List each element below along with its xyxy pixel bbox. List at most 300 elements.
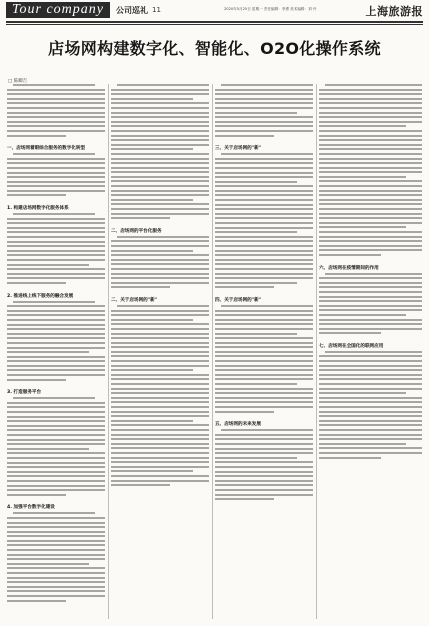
body-text-line [215,378,313,380]
body-text-line [7,245,105,247]
body-text-line [319,199,422,201]
body-text-line [7,273,105,275]
body-text-line [319,102,422,104]
body-text-line [111,346,209,348]
body-text-line [215,471,313,473]
body-text-line [111,383,209,385]
body-text-line [7,130,105,132]
body-text-line [111,263,209,265]
body-text-line [215,236,313,238]
body-text-line [319,420,422,422]
body-text-line [319,121,422,123]
body-text-line [111,360,209,362]
body-text-line [215,277,313,279]
body-text-line [111,337,209,339]
body-text-line [319,213,422,215]
body-text-line [215,484,313,486]
body-text-line [215,125,313,127]
body-text-line [319,194,422,196]
body-text-line [7,567,105,569]
body-text-line [111,89,209,91]
body-text-line [7,369,105,371]
body-text-line [7,489,105,491]
body-text-line [7,452,105,454]
body-text-line [7,181,105,183]
text-column-4 [319,84,422,619]
body-text-line [215,323,313,325]
body-text-line [117,305,209,307]
body-text-line [215,397,313,399]
body-text-line [319,185,422,187]
body-text-line [325,84,422,86]
body-text-line [215,158,313,160]
body-text-line [319,116,422,118]
body-text-line [7,158,105,160]
body-text-line [7,254,105,256]
body-text-line [7,535,105,537]
body-text-line [319,314,406,316]
body-text-line [7,319,105,321]
body-text-line [7,443,105,445]
body-text-line [215,282,297,284]
body-text-line [111,259,209,261]
header-rule-thin [6,24,423,25]
section-subheading: 1. 构建店场网数字化服务体系 [7,206,69,212]
body-text-line [215,185,313,187]
body-text-line [111,121,209,123]
body-text-line [215,172,313,174]
body-text-line [7,434,105,436]
body-text-line [7,526,105,528]
body-text-line [319,424,422,426]
body-text-line [319,203,422,205]
body-text-line [7,314,105,316]
section-subheading: 五、店场网的未来发展 [215,422,261,428]
body-text-line [7,236,105,238]
body-text-line [319,360,422,362]
body-text-line [215,383,297,385]
body-text-line [7,540,105,542]
body-text-line [215,107,313,109]
body-text-line [111,351,209,353]
body-text-line [215,342,313,344]
body-text-line [111,420,193,422]
body-text-line [215,346,313,348]
date-line: 2020年5月25日 星期一 责任编辑：李勇 美术编辑：刘 丹 [224,7,317,11]
body-text-line [319,222,422,224]
body-text-line [215,374,313,376]
body-text-line [111,171,209,173]
body-text-line [319,411,422,413]
body-text-line [111,369,193,371]
body-text-line [7,554,105,556]
body-text-line [111,378,209,380]
body-text-line [111,323,209,325]
body-text-line [7,98,105,100]
body-text-line [319,434,422,436]
body-text-line [215,443,313,445]
body-text-line [111,245,209,247]
body-text-line [111,461,209,463]
body-text-line [111,434,209,436]
body-text-line [7,125,105,127]
body-text-line [13,84,95,86]
body-text-line [111,277,209,279]
body-text-line [111,203,209,205]
body-text-line [7,347,105,349]
body-text-line [319,93,422,95]
body-text-line [319,148,422,150]
body-text-line [319,323,422,325]
column-divider [316,84,317,619]
body-text-line [221,429,313,431]
body-text-line [111,429,209,431]
section-name: 公司巡礼 [116,5,148,15]
body-text-line [7,250,105,252]
column-divider [212,84,213,619]
body-text-line [7,194,66,196]
body-text-line [7,328,105,330]
body-text-line [111,365,209,367]
body-text-line [7,544,105,546]
body-text-line [215,328,313,330]
body-text-line [215,263,313,265]
body-text-line [7,190,105,192]
body-text-line [111,116,209,118]
body-text-line [7,439,105,441]
body-text-line [319,176,406,178]
body-text-line [319,300,422,302]
body-text-line [215,411,274,413]
body-text-line [7,466,105,468]
body-text-line [215,286,274,288]
body-text-line [319,383,422,385]
text-column-3 [215,84,313,619]
body-text-line [111,475,209,477]
body-text-line [13,397,95,399]
body-text-line [111,208,209,210]
body-text-line [111,176,209,178]
section-subheading: 4. 加强平台数字化建设 [7,505,55,511]
body-text-line [7,494,66,496]
body-text-line [215,392,313,394]
body-text-line [111,158,209,160]
body-text-line [111,443,209,445]
body-text-line [319,406,422,408]
body-text-line [7,595,105,597]
body-text-line [215,475,313,477]
body-text-line [215,310,313,312]
body-text-line [7,485,105,487]
body-text-line [215,365,313,367]
body-text-line [111,314,209,316]
text-column-2 [111,84,209,619]
body-text-line [7,185,105,187]
body-text-line [221,84,313,86]
body-text-line [7,172,105,174]
body-text-line [111,355,209,357]
body-text-line [111,310,209,312]
body-text-line [111,130,209,132]
body-text-line [111,406,209,408]
body-text-line [319,319,422,321]
body-text-line [319,374,422,376]
body-text-line [7,590,105,592]
body-text-line [215,448,313,450]
body-text-line [319,415,422,417]
body-text-line [215,181,297,183]
body-text-line [111,144,209,146]
body-text-line [319,401,422,403]
body-text-line [7,342,105,344]
body-text-line [111,148,193,150]
body-text-line [319,180,422,182]
body-text-line [7,577,105,579]
body-text-line [319,139,422,141]
body-text-line [7,176,105,178]
body-text-line [215,498,274,500]
body-text-line [215,162,313,164]
body-text-line [111,273,209,275]
body-text-line [111,438,209,440]
body-text-line [111,167,209,169]
body-text-line [7,416,105,418]
body-text-line [111,213,209,215]
body-text-line [215,401,313,403]
body-text-line [319,107,422,109]
body-text-line [319,236,422,238]
body-text-line [7,112,105,114]
column-divider [108,84,109,619]
body-text-line [319,112,422,114]
body-text-line [215,199,313,201]
body-text-line [215,369,313,371]
body-text-line [319,231,422,233]
logo-block [6,2,161,18]
body-text-line [319,378,422,380]
body-text-line [215,250,313,252]
body-text-line [319,388,422,390]
body-text-line [111,112,209,114]
body-text-line [7,374,105,376]
body-text-line [319,305,422,307]
body-text-line [215,222,313,224]
body-text-line [7,231,105,233]
body-text-line [7,116,105,118]
body-text-line [215,194,313,196]
section-subheading: 3. 打造服务平台 [7,390,42,396]
body-text-line [215,217,313,219]
body-text-line [7,448,89,450]
body-text-line [215,480,313,482]
body-text-line [7,531,105,533]
body-text-line [111,424,209,426]
body-text-line [7,264,89,266]
body-text-line [7,277,105,279]
body-text-line [319,397,422,399]
body-text-line [111,397,209,399]
body-text-line [7,420,105,422]
body-text-line [319,98,422,100]
body-text-line [215,494,313,496]
body-text-line [111,470,193,472]
body-text-line [319,153,422,155]
body-text-line [7,222,105,224]
body-text-line [319,171,422,173]
body-text-line [7,333,105,335]
body-text-line [7,93,105,95]
byline: □ 陈卿吉 [8,79,28,84]
body-text-line [215,351,313,353]
body-text-line [111,286,170,288]
body-text-line [7,102,105,104]
body-text-line [215,240,313,242]
body-text-line [111,185,209,187]
body-text-line [319,447,422,449]
body-text-line [7,425,105,427]
body-text-line [319,125,406,127]
body-text-line [13,213,95,215]
body-text-line [7,572,105,574]
body-text-line [111,135,209,137]
section-subheading: 二、店场网的平台化服务 [111,228,162,234]
body-text-line [7,259,105,261]
body-text-line [111,125,209,127]
body-text-line [7,600,66,602]
body-text-line [215,466,313,468]
body-text-line [7,167,105,169]
body-text-line [111,199,193,201]
body-text-line [7,89,105,91]
body-text-line [13,153,95,155]
body-text-line [111,254,209,256]
body-text-line [215,89,313,91]
section-subheading: 三、关于店场网的"新" [215,146,262,152]
section-subheading: 四、关于店场网的"新" [215,297,262,303]
page-number: 11 [152,6,161,14]
body-text-line [7,337,105,339]
body-text-line [7,517,105,519]
body-text-line [7,121,105,123]
body-text-line [13,301,95,303]
body-text-line [215,121,313,123]
body-text-line [319,240,422,242]
body-text-line [319,254,381,256]
body-text-line [111,342,209,344]
body-text-line [215,245,313,247]
body-text-line [215,130,313,132]
section-subheading: 六、店场网在疫情期间的作用 [319,265,379,271]
section-subheading: 二、关于店场网的"新" [111,297,158,303]
body-text-line [215,227,313,229]
body-text-line [111,333,209,335]
body-text-line [111,388,209,390]
body-text-line [7,480,105,482]
body-text-line [7,227,105,229]
body-text-line [7,351,89,353]
body-text-line [7,411,105,413]
body-text-line [319,190,422,192]
body-text-line [7,586,105,588]
body-text-line [111,93,209,95]
body-text-line [215,489,313,491]
body-text-line [319,130,422,132]
body-text-line [7,522,105,524]
body-text-line [111,240,209,242]
body-text-line [7,558,105,560]
body-text-line [111,162,209,164]
body-text-line [215,268,313,270]
section-subheading: 一、店场网着眼综合服务的数字化转型 [7,146,86,152]
body-text-line [7,471,105,473]
body-text-line [319,365,422,367]
body-text-line [111,102,209,104]
body-text-line [7,241,105,243]
body-text-line [319,332,381,334]
body-text-line [111,180,209,182]
body-text-line [215,116,313,118]
body-text-line [7,305,105,307]
body-text-line [215,360,313,362]
body-text-line [215,337,313,339]
body-text-line [215,273,313,275]
body-text-line [319,286,422,288]
body-text-line [111,457,209,459]
body-text-line [215,135,274,137]
body-text-line [7,402,105,404]
body-text-line [319,158,422,160]
body-text-line [215,259,313,261]
body-text-line [7,406,105,408]
body-text-line [111,415,209,417]
body-text-line [319,282,422,284]
body-text-line [215,314,313,316]
body-text-line [111,217,170,219]
body-text-line [319,217,422,219]
body-text-line [111,480,209,482]
body-text-line [7,457,105,459]
body-text-line [215,102,313,104]
body-text-line [7,135,66,137]
body-text-line [215,167,313,169]
body-text-line [111,282,209,284]
body-text-line [111,392,209,394]
body-text-line [111,194,209,196]
body-text-line [7,282,66,284]
body-text-line [215,438,313,440]
body-text-line [319,167,422,169]
body-text-line [319,162,422,164]
body-text-line [7,563,89,565]
body-text-line [215,457,297,459]
body-text-line [111,466,209,468]
body-text-line [111,328,209,330]
body-text-line [319,438,422,440]
body-text-line [215,208,313,210]
body-text-line [111,411,209,413]
body-text-line [325,351,422,353]
body-text-line [319,328,422,330]
body-text-line [319,226,406,228]
body-text-line [319,144,422,146]
body-text-line [117,236,209,238]
body-text-line [111,107,209,109]
newspaper-name: 上海旅游报 [365,5,423,18]
body-text-line [7,268,105,270]
body-text-line [111,401,209,403]
body-text-line [221,305,313,307]
body-text-line [215,93,313,95]
